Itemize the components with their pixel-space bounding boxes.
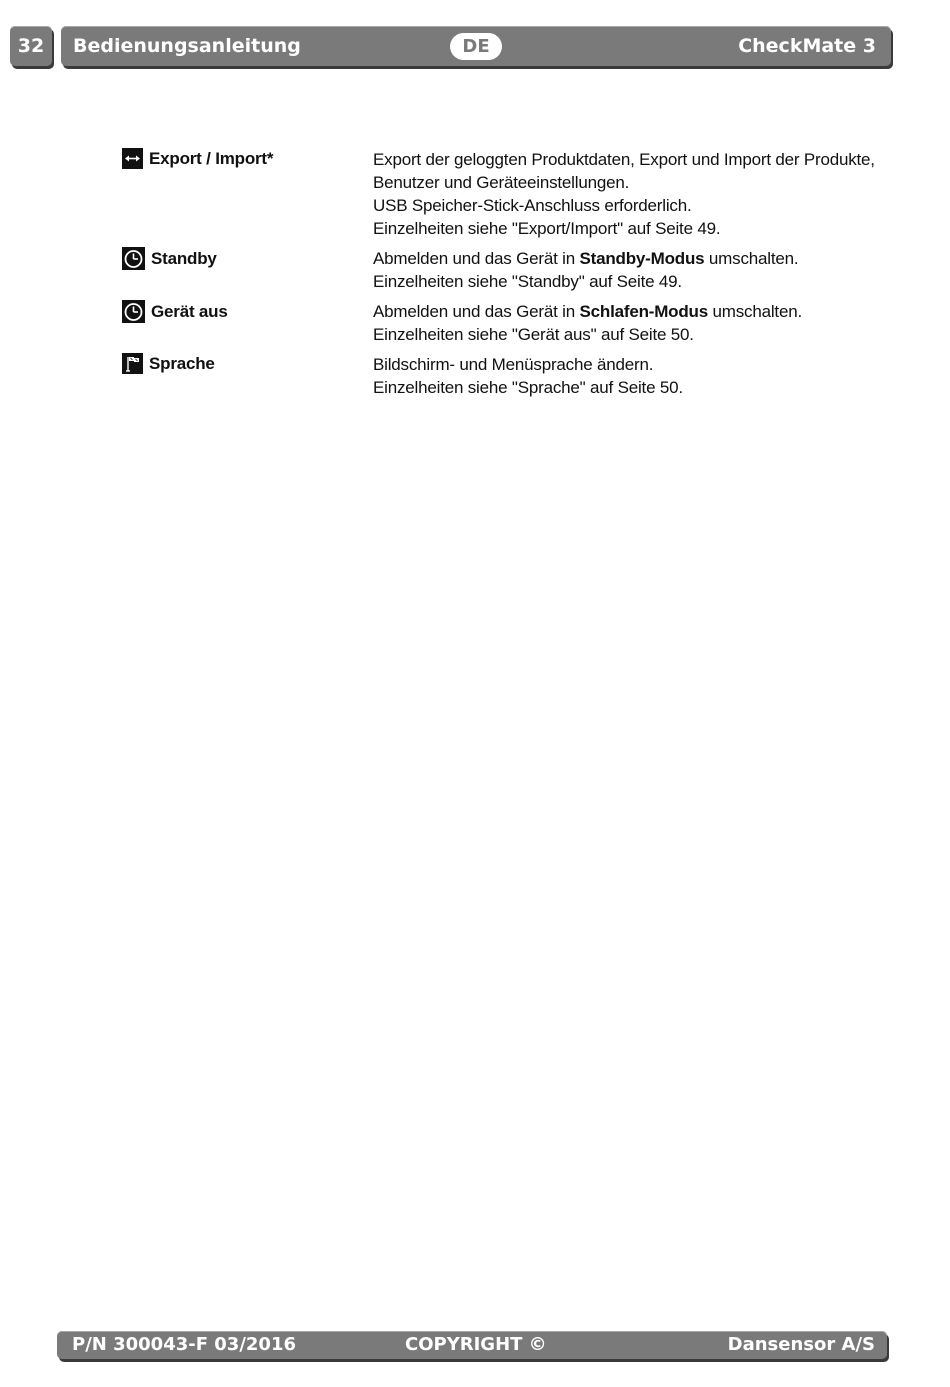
mode-name: Schlafen-Modus bbox=[579, 302, 708, 321]
entry-label-text: Sprache bbox=[149, 353, 215, 373]
mode-name: Standby-Modus bbox=[579, 249, 705, 268]
copyright-notice: COPYRIGHT © bbox=[405, 1334, 547, 1355]
entry-description bbox=[373, 148, 893, 240]
description-line: Bildschirm- und Menüsprache ändern. bbox=[373, 355, 654, 374]
flags-icon bbox=[122, 353, 143, 374]
entry-description bbox=[373, 353, 893, 399]
description-line: Einzelheiten siehe "Export/Import" auf Seite 49. bbox=[373, 219, 721, 238]
entry-label bbox=[122, 148, 273, 169]
entry-label bbox=[122, 300, 228, 323]
entry-description bbox=[373, 300, 893, 346]
entry-label bbox=[122, 353, 215, 374]
description-line: Abmelden und das Gerät in Standby-Modus umschalten. bbox=[373, 249, 799, 268]
language-badge: DE bbox=[450, 33, 502, 60]
entry-label bbox=[122, 247, 217, 270]
description-line: USB Speicher-Stick-Anschluss erforderlich. bbox=[373, 196, 692, 215]
part-number: P/N 300043-F 03/2016 bbox=[72, 1334, 296, 1355]
description-line: Benutzer und Geräteeinstellungen. bbox=[373, 173, 630, 192]
page-number: 32 bbox=[10, 26, 52, 66]
description-line: Export der geloggten Produktdaten, Export und Import der Produkte, bbox=[373, 150, 875, 169]
description-line: Abmelden und das Gerät in Schlafen-Modus umschalten. bbox=[373, 302, 802, 321]
document-title: Bedienungsanleitung bbox=[73, 35, 301, 57]
entry-label-text: Gerät aus bbox=[151, 301, 228, 321]
product-name: CheckMate 3 bbox=[738, 35, 876, 57]
company-name: Dansensor A/S bbox=[727, 1334, 875, 1355]
entry-description bbox=[373, 247, 893, 293]
description-line: Einzelheiten siehe "Sprache" auf Seite 50. bbox=[373, 378, 683, 397]
clock-icon bbox=[122, 247, 145, 270]
export-import-arrows-icon bbox=[122, 148, 143, 169]
entry-label-text: Standby bbox=[151, 248, 217, 268]
description-line: Einzelheiten siehe "Gerät aus" auf Seite 50. bbox=[373, 325, 694, 344]
header-bar bbox=[61, 26, 891, 66]
entry-label-text: Export / Import* bbox=[149, 148, 274, 168]
clock-icon bbox=[122, 300, 145, 323]
description-line: Einzelheiten siehe "Standby" auf Seite 49. bbox=[373, 272, 682, 291]
footer-bar bbox=[57, 1331, 887, 1359]
